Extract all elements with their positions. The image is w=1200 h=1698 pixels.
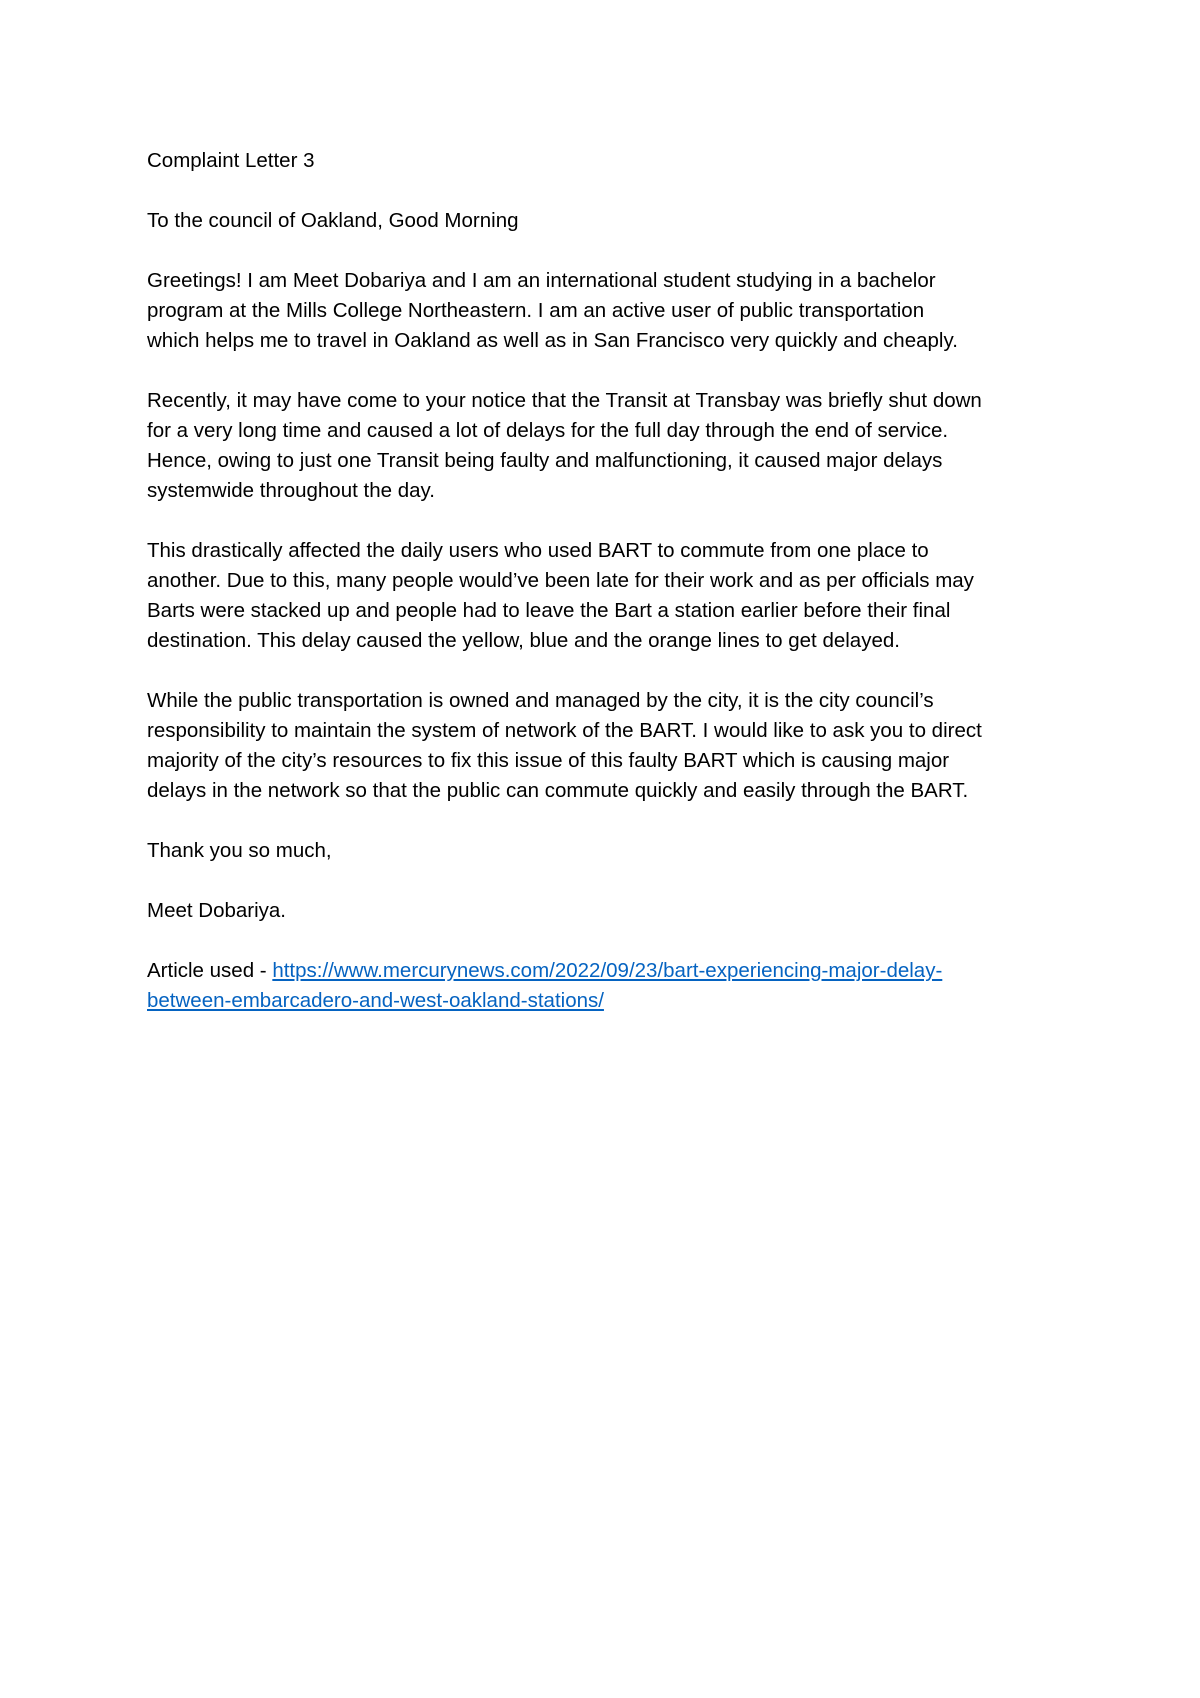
paragraph-line: Barts were stacked up and people had to leave the Bart a station earlier before their final: [147, 599, 951, 622]
article-line-2: [147, 986, 1077, 1016]
paragraph-line: another. Due to this, many people would’ve been late for their work and as per officials may: [147, 569, 974, 592]
paragraph-line: Hence, owing to just one Transit being faulty and malfunctioning, it caused major delays: [147, 449, 943, 472]
paragraph-line: for a very long time and caused a lot of delays for the full day through the end of service.: [147, 419, 949, 442]
paragraph-line: program at the Mills College Northeastern. I am an active user of public transportation: [147, 299, 925, 322]
paragraph-incident: [147, 386, 1077, 506]
letter-title: Complaint Letter 3: [147, 149, 315, 172]
article-link-continued[interactable]: between-embarcadero-and-west-oakland-stations/: [147, 989, 604, 1012]
paragraph-line: delays in the network so that the public can commute quickly and easily through the BART.: [147, 779, 969, 802]
paragraph-line: which helps me to travel in Oakland as well as in San Francisco very quickly and cheaply.: [147, 329, 958, 352]
paragraph-line: destination. This delay caused the yellow, blue and the orange lines to get delayed.: [147, 629, 900, 652]
paragraph-line: responsibility to maintain the system of network of the BART. I would like to ask you to direct: [147, 719, 982, 742]
paragraph-introduction: [147, 266, 1077, 356]
article-reference: [147, 956, 1077, 1016]
paragraph-line: While the public transportation is owned and managed by the city, it is the city council’s: [147, 689, 934, 712]
letter-salutation: To the council of Oakland, Good Morning: [147, 209, 519, 232]
letter-closing: Thank you so much,: [147, 839, 332, 862]
article-label: Article used -: [147, 959, 273, 982]
letter-body: [147, 146, 1077, 1046]
paragraph-line: This drastically affected the daily users who used BART to commute from one place to: [147, 539, 929, 562]
paragraph-line: Greetings! I am Meet Dobariya and I am an international student studying in a bachelor: [147, 269, 936, 292]
paragraph-request: [147, 686, 1077, 806]
article-line-1: [147, 956, 1077, 986]
paragraph-impact: [147, 536, 1077, 656]
paragraph-line: Recently, it may have come to your notice that the Transit at Transbay was briefly shut down: [147, 389, 982, 412]
paragraph-line: systemwide throughout the day.: [147, 479, 435, 502]
article-link[interactable]: https://www.mercurynews.com/2022/09/23/bart-experiencing-major-delay-: [272, 959, 943, 982]
paragraph-line: majority of the city’s resources to fix this issue of this faulty BART which is causing major: [147, 749, 950, 772]
letter-signature: Meet Dobariya.: [147, 899, 287, 922]
